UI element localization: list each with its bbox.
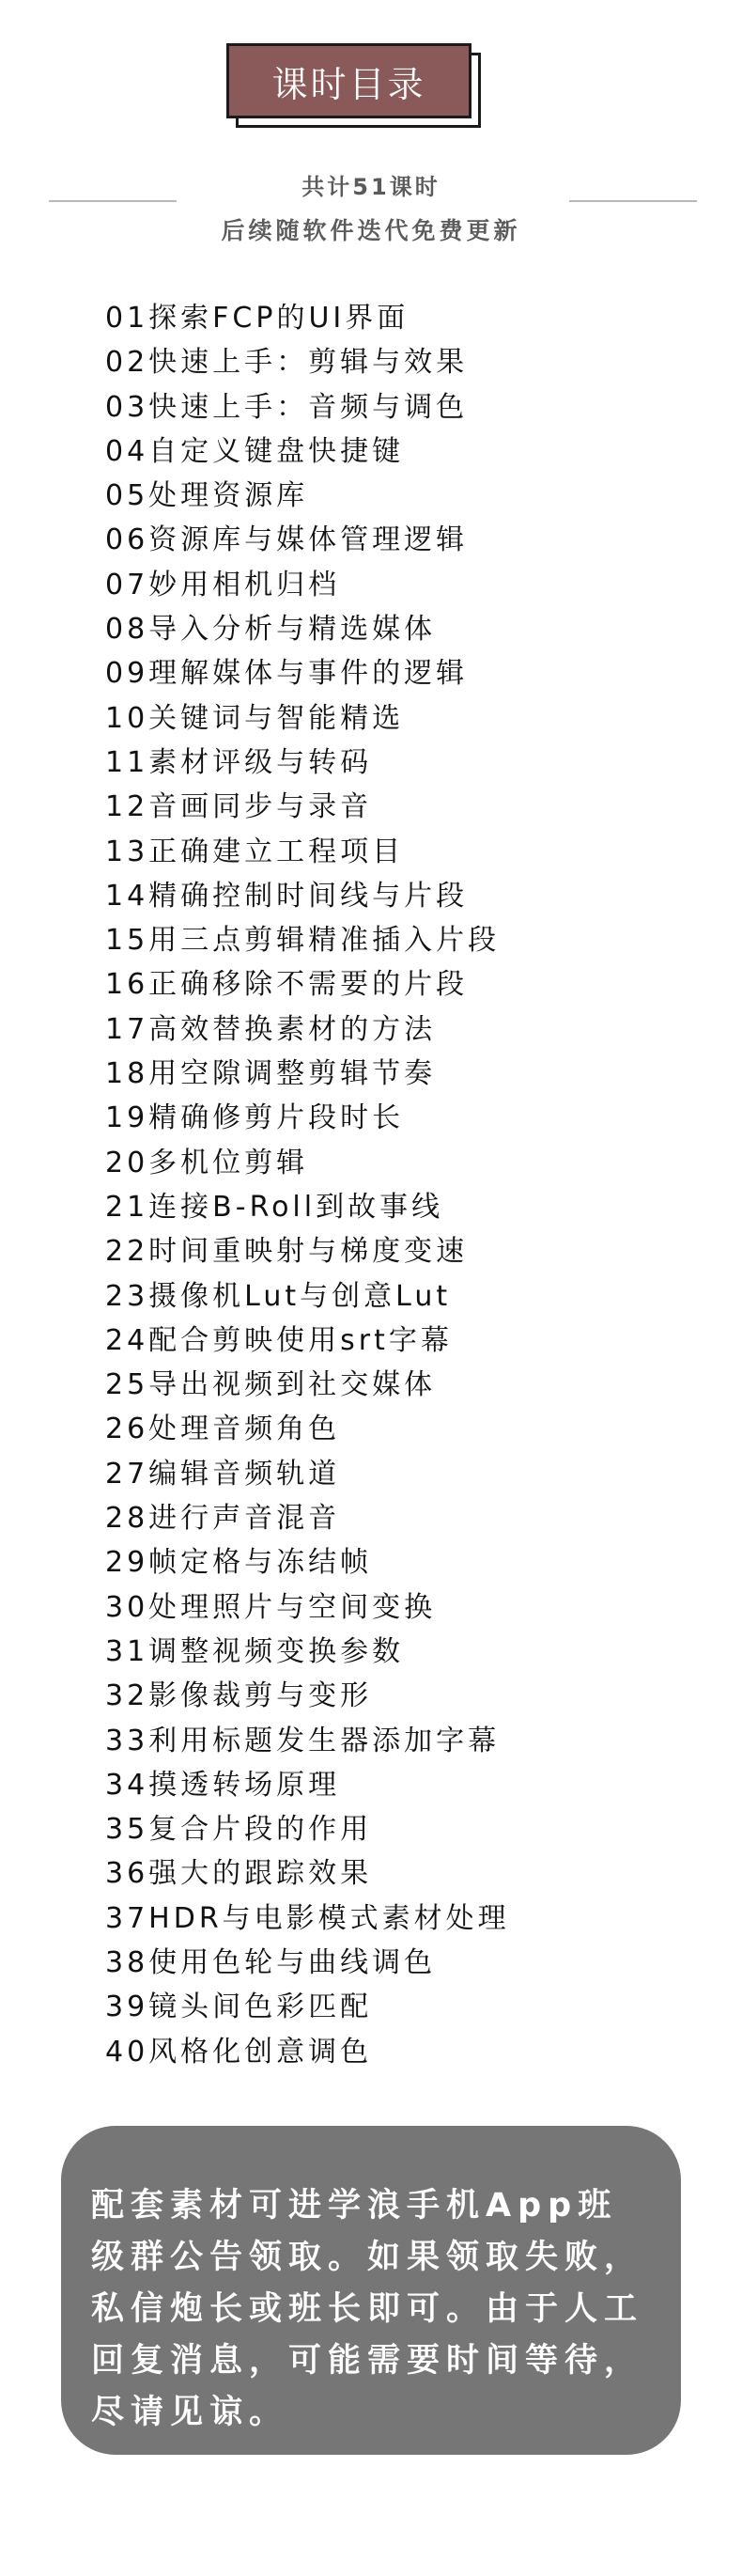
course-item: 03快速上手：音频与调色	[105, 390, 469, 424]
course-item: 20多机位剪辑	[105, 1146, 309, 1179]
course-item: 04自定义键盘快捷键	[105, 434, 405, 468]
course-item: 19精确修剪片段时长	[105, 1101, 405, 1135]
course-item: 08导入分析与精选媒体	[105, 613, 437, 647]
course-item: 31调整视频变换参数	[105, 1634, 405, 1668]
course-item: 17高效替换素材的方法	[105, 1012, 437, 1046]
course-count: 共计51课时	[301, 174, 441, 200]
course-item: 33利用标题发生器添加字幕	[105, 1724, 501, 1757]
course-item: 26处理音频角色	[105, 1413, 341, 1446]
course-item: 11素材评级与转码	[105, 745, 373, 779]
course-item: 12音画同步与录音	[105, 790, 373, 824]
course-item: 36强大的跟踪效果	[105, 1857, 373, 1891]
course-item: 27编辑音频轨道	[105, 1457, 341, 1491]
course-item: 39镜头间色彩匹配	[105, 1991, 373, 2024]
course-item: 15用三点剪辑精准插入片段	[105, 924, 501, 958]
badge-box	[226, 43, 471, 118]
course-item: 38使用色轮与曲线调色	[105, 1945, 437, 1979]
header-badge	[226, 43, 483, 130]
course-item: 06资源库与媒体管理逻辑	[105, 523, 469, 557]
page-title: 课时目录	[271, 63, 426, 105]
course-item: 23摄像机Lut与创意Lut	[105, 1279, 452, 1313]
course-item: 10关键词与智能精选	[105, 701, 405, 735]
course-item: 01探索FCP的UI界面	[105, 302, 410, 335]
update-note: 后续随软件迭代免费更新	[221, 217, 521, 244]
course-item: 25导出视频到社交媒体	[105, 1368, 437, 1402]
course-item: 18用空隙调整剪辑节奏	[105, 1057, 437, 1091]
notice-text: 配套素材可进学浪手机App班级群公告领取。如果领取失败，私信炮长或班长即可。由于人工回复消息，可能需要时间等待，尽请见谅。	[91, 2187, 644, 2431]
course-item: 35复合片段的作用	[105, 1813, 373, 1847]
course-item: 40风格化创意调色	[105, 2035, 373, 2069]
course-item: 29帧定格与冻结帧	[105, 1546, 373, 1580]
course-item: 09理解媒体与事件的逻辑	[105, 657, 469, 691]
course-item: 28进行声音混音	[105, 1502, 341, 1536]
course-item: 30处理照片与空间变换	[105, 1590, 437, 1624]
course-list	[105, 296, 510, 2074]
course-item: 05处理资源库	[105, 479, 309, 513]
course-item: 37HDR与电影模式素材处理	[105, 1901, 510, 1935]
course-item: 07妙用相机归档	[105, 568, 341, 601]
course-item: 13正确建立工程项目	[105, 835, 405, 868]
course-item: 34摸透转场原理	[105, 1768, 341, 1802]
course-item: 16正确移除不需要的片段	[105, 968, 469, 1002]
course-item: 14精确控制时间线与片段	[105, 879, 469, 913]
material-notice	[61, 2126, 681, 2455]
course-item: 22时间重映射与梯度变速	[105, 1235, 469, 1269]
course-item: 24配合剪映使用srt字幕	[105, 1323, 453, 1357]
course-item: 32影像裁剪与变形	[105, 1679, 373, 1713]
course-item: 02快速上手：剪辑与效果	[105, 346, 469, 380]
course-item: 21连接B-Roll到故事线	[105, 1190, 444, 1224]
